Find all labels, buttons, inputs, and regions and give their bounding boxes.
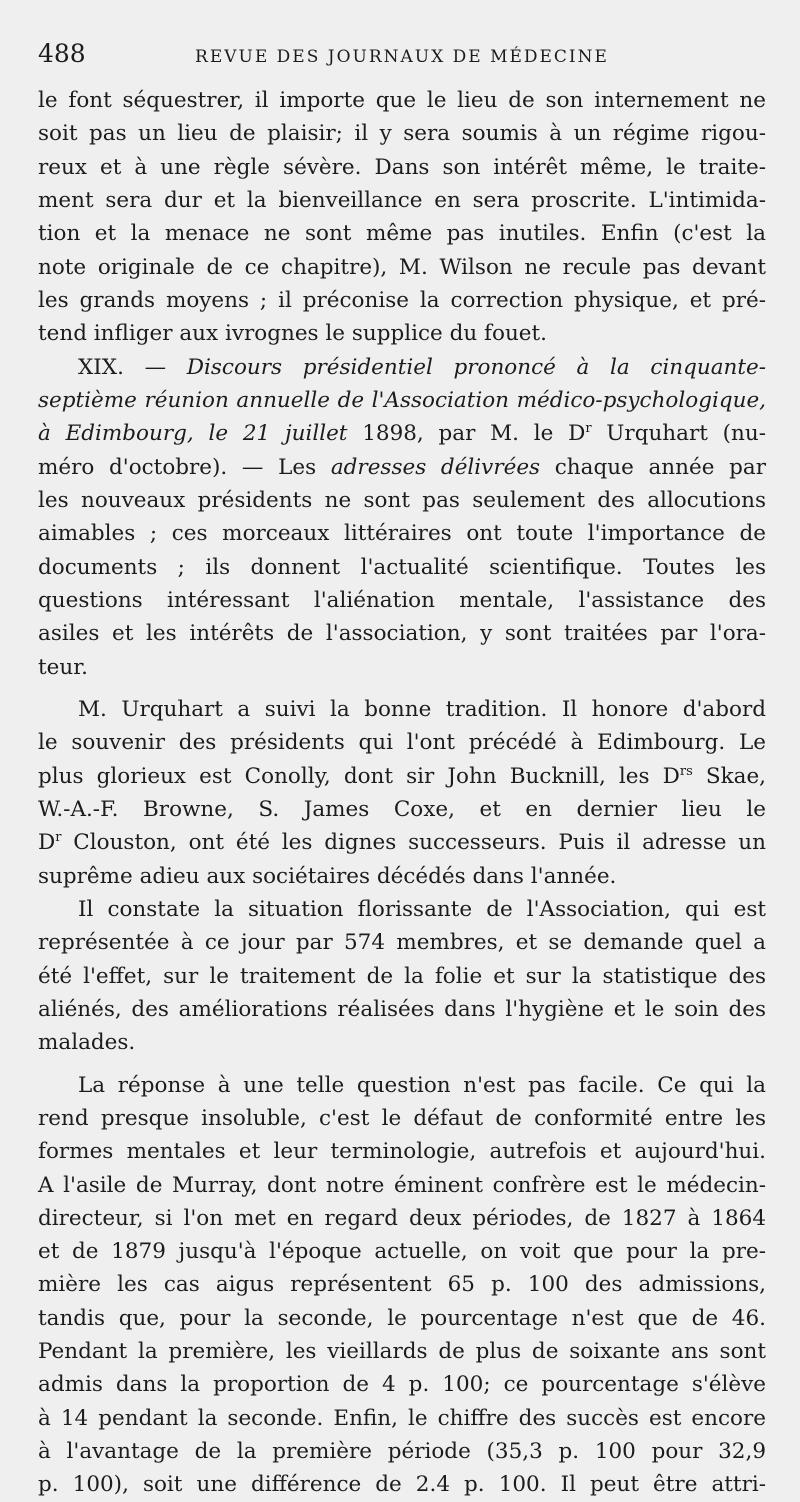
text-line: à l'avantage de la première période (35,3 p. 100 pour 32,9 — [38, 1439, 766, 1465]
text-line: W.-A.-F. Browne, S. James Coxe, et en dernier lieu le — [38, 796, 766, 822]
text-span: XIX. — — [78, 354, 187, 380]
text-line: documents ; ils donnent l'actualité scientifique. Toutes les — [38, 554, 766, 580]
text-line: rend presque insoluble, c'est le défaut de conformité entre les — [38, 1105, 766, 1131]
text-line: questions intéressant l'aliénation mentale, l'assistance des — [38, 587, 766, 613]
text-line: Il constate la situation florissante de l'Association, qui est — [78, 896, 766, 922]
text-line: Pendant la première, les vieillards de plus de soixante ans sont — [38, 1339, 766, 1365]
text-line: ment sera dur et la bienveillance en sera proscrite. L'intimida- — [38, 187, 766, 213]
page-header — [38, 36, 766, 78]
body-text — [38, 84, 766, 1502]
text-line: soit pas un lieu de plaisir; il y sera soumis à un régime rigou- — [38, 121, 766, 147]
document-page — [38, 36, 766, 1498]
text-line: et de 1879 jusqu'à l'époque actuelle, on voit que pour la pre- — [38, 1239, 766, 1265]
text-line: malades. — [38, 1030, 136, 1056]
text-line: aliénés, des améliorations réalisées dans l'hygiène et le soin des — [38, 996, 766, 1022]
text-line: mière les cas aigus représentent 65 p. 100 des admissions, — [38, 1272, 766, 1298]
text-line: A l'asile de Murray, dont notre éminent confrère est le médecin- — [38, 1172, 766, 1198]
page-number: 488 — [38, 39, 86, 68]
text-line: asiles et les intérêts de l'association, y sont traitées par l'ora- — [38, 621, 766, 647]
text-line: été l'effet, sur le traitement de la folie et sur la statistique des — [38, 963, 766, 989]
text-span: chaque année par — [540, 454, 766, 480]
text-span: 1898, par M. le D — [347, 421, 586, 447]
text-line: représentée à ce jour par 574 membres, et se demande quel a — [38, 930, 766, 956]
text-line: note originale de ce chapitre), M. Wilson ne recule pas devant — [38, 254, 766, 280]
text-span: plus glorieux est Conolly, dont sir John Bucknill, les D — [38, 763, 680, 789]
text-line: formes mentales et leur terminologie, autrefois et aujourd'hui. — [38, 1139, 766, 1165]
text-span: adresses délivrées — [330, 454, 541, 480]
text-line: La réponse à une telle question n'est pas facile. Ce qui la — [78, 1072, 766, 1098]
running-title: REVUE DES JOURNAUX DE MÉDECINE — [195, 47, 609, 67]
text-line — [38, 351, 766, 384]
text-span: Skae, — [692, 763, 766, 789]
text-line: tend infliger aux ivrognes le supplice du fouet. — [38, 321, 547, 347]
text-line: le souvenir des présidents qui l'ont précédé à Edimbourg. Le — [38, 730, 766, 756]
text-line: p. 100), soit une différence de 2.4 p. 100. Il peut être attri- — [38, 1472, 766, 1498]
text-line — [38, 417, 766, 450]
text-line: aimables ; ces morceaux littéraires ont toute l'importance de — [38, 521, 766, 547]
text-span: méro d'octobre). — Les — [38, 454, 331, 480]
text-span: rs — [679, 763, 693, 779]
text-line: teur. — [38, 654, 88, 680]
text-span: Discours présidentiel prononcé à la cinquante- — [186, 354, 766, 380]
text-span: à Edimbourg, le 21 juillet — [38, 421, 348, 447]
text-span: D — [38, 830, 56, 856]
text-line: admis dans la proportion de 4 p. 100; ce pourcentage s'élève — [38, 1372, 766, 1398]
text-line: les nouveaux présidents ne sont pas seulement des allocutions — [38, 487, 766, 513]
text-line: le font séquestrer, il importe que le lieu de son internement ne — [38, 88, 766, 113]
text-line: les grands moyens ; il préconise la correction physique, et pré- — [38, 287, 766, 313]
text-line: reux et à une règle sévère. Dans son intérêt même, le traite- — [38, 154, 766, 180]
text-span: r — [585, 421, 592, 437]
text-line: M. Urquhart a suivi la bonne tradition. Il honore d'abord — [78, 696, 766, 722]
text-line: tion et la menace ne sont même pas inutiles. Enfin (c'est la — [38, 221, 766, 247]
text-line: directeur, si l'on met en regard deux périodes, de 1827 à 1864 — [38, 1205, 766, 1231]
text-line — [38, 451, 766, 484]
text-line: tandis que, pour la seconde, le pourcentage n'est que de 46. — [38, 1305, 766, 1331]
text-line: à 14 pendant la seconde. Enfin, le chiffre des succès est encore — [38, 1405, 766, 1431]
text-line — [38, 826, 766, 859]
text-line: septième réunion annuelle de l'Association médico-psychologique, — [38, 387, 766, 413]
text-span: Clouston, ont été les dignes successeurs. Puis il adresse un — [61, 830, 766, 856]
text-line: suprême adieu aux sociétaires décédés dans l'année. — [38, 863, 617, 889]
text-line — [38, 760, 766, 793]
text-span: Urquhart (nu- — [591, 421, 766, 447]
text-span: r — [55, 830, 62, 846]
